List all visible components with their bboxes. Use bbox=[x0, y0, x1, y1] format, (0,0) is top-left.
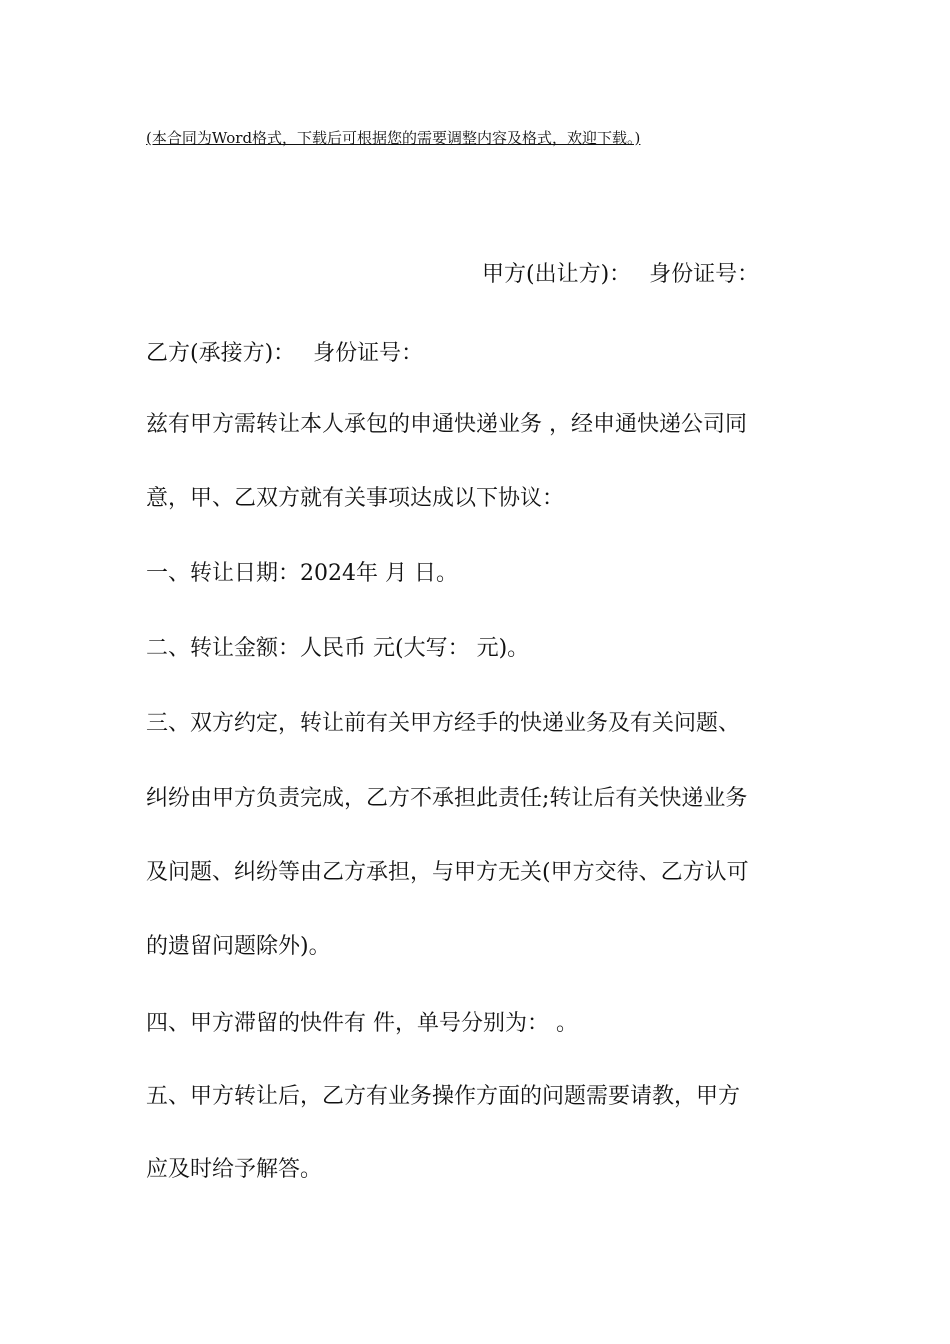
paragraph-line: 兹有甲方需转让本人承包的申通快递业务 ，经申通快递公司同 bbox=[146, 412, 747, 437]
clause-3-line: 及问题、纠纷等由乙方承担，与甲方无关(甲方交待、乙方认可 bbox=[146, 860, 749, 885]
clause-3-line: 三、双方约定，转让前有关甲方经手的快递业务及有关问题、 bbox=[146, 711, 741, 736]
clause-3-line: 纠纷由甲方负责完成，乙方不承担此责任;转让后有关快递业务 bbox=[146, 786, 748, 811]
party-a-id-label: 身份证号： bbox=[649, 262, 760, 287]
party-b-line bbox=[146, 339, 423, 369]
party-a-line bbox=[482, 260, 759, 290]
paragraph-line: 意，甲、乙双方就有关事项达成以下协议： bbox=[146, 486, 565, 511]
clause-5-line: 应及时给予解答。 bbox=[146, 1157, 323, 1182]
clause-2-amount: 二、转让金额：人民币 元(大写： 元)。 bbox=[146, 636, 530, 661]
format-notice: (本合同为Word格式，下载后可根据您的需要调整内容及格式，欢迎下载。) bbox=[146, 129, 641, 147]
party-a-label: 甲方(出让方)： bbox=[482, 262, 632, 287]
clause-3-line: 的遗留问题除外)。 bbox=[146, 934, 331, 959]
clause-5-line: 五、甲方转让后，乙方有业务操作方面的问题需要请教，甲方 bbox=[146, 1084, 741, 1109]
party-b-id-label: 身份证号： bbox=[313, 341, 424, 366]
clause-1-date: 一、转让日期：2024年 月 日。 bbox=[146, 561, 458, 586]
party-b-label: 乙方(承接方)： bbox=[146, 341, 296, 366]
clause-4-parcels: 四、甲方滞留的快件有 件，单号分别为： 。 bbox=[146, 1011, 578, 1036]
